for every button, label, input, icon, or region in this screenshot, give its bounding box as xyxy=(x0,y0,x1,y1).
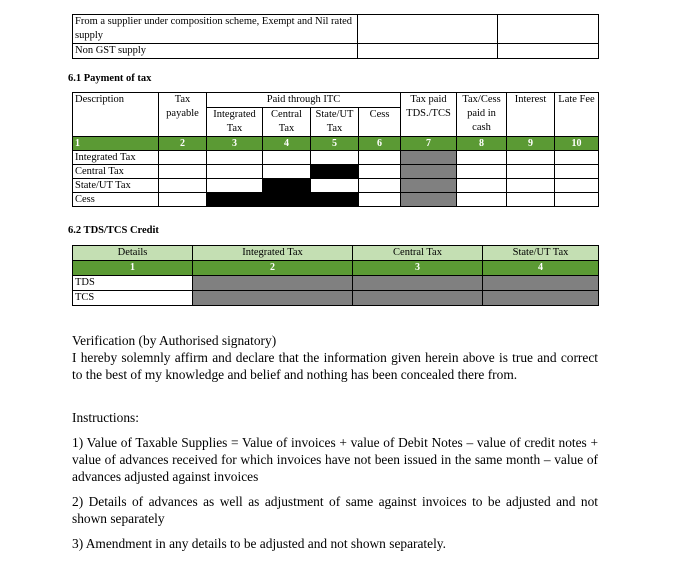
col-number: 9 xyxy=(507,137,555,151)
verification-title: Verification (by Authorised signatory) xyxy=(72,333,277,348)
value-cell[interactable] xyxy=(263,151,311,165)
value-cell[interactable] xyxy=(159,165,207,179)
value-cell[interactable] xyxy=(207,179,263,193)
blocked-cell xyxy=(207,193,263,207)
col-number: 3 xyxy=(207,137,263,151)
col-header-integrated-tax: Integrated Tax xyxy=(207,108,263,137)
value-cell[interactable] xyxy=(207,151,263,165)
instruction-item: 1) Value of Taxable Supplies = Value of invoices + value of Debit Notes – value of credit notes + value of advances received for which invoices have not been issued in the same month – value of advances adjusted against invoices xyxy=(72,435,598,484)
instruction-item: 3) Amendment in any details to be adjusted and not shown separately. xyxy=(72,536,446,551)
value-cell[interactable] xyxy=(555,179,599,193)
value-cell[interactable] xyxy=(555,165,599,179)
disabled-cell xyxy=(401,165,457,179)
row-label: TCS xyxy=(73,291,193,306)
value-cell[interactable] xyxy=(555,193,599,207)
tds-tcs-credit-table xyxy=(72,245,599,306)
value-cell[interactable] xyxy=(457,165,507,179)
disabled-cell xyxy=(401,193,457,207)
value-cell[interactable] xyxy=(263,165,311,179)
col-header-description: Description xyxy=(73,93,159,137)
section-title-payment-of-tax: 6.1 Payment of tax xyxy=(68,73,152,84)
col-number: 10 xyxy=(555,137,599,151)
row-label: Non GST supply xyxy=(73,44,358,59)
value-cell[interactable] xyxy=(311,179,359,193)
disabled-cell xyxy=(483,276,599,291)
col-header-state-ut-tax: State/UT Tax xyxy=(311,108,359,137)
row-label: State/UT Tax xyxy=(73,179,159,193)
value-cell[interactable] xyxy=(555,151,599,165)
blocked-cell xyxy=(311,165,359,179)
col-number: 4 xyxy=(263,137,311,151)
row-label: Cess xyxy=(73,193,159,207)
supply-table-continuation xyxy=(72,14,599,59)
col-header-paid-through-itc: Paid through ITC xyxy=(207,93,401,108)
col-number: 2 xyxy=(193,261,353,276)
table-row xyxy=(73,44,599,59)
value-cell[interactable] xyxy=(207,165,263,179)
value-cell[interactable] xyxy=(457,179,507,193)
col-number: 4 xyxy=(483,261,599,276)
col-header-paid-in-cash: Tax/Cess paid in cash xyxy=(457,93,507,137)
value-cell[interactable] xyxy=(507,165,555,179)
row-label: TDS xyxy=(73,276,193,291)
disabled-cell xyxy=(353,291,483,306)
value-cell[interactable] xyxy=(359,165,401,179)
value-cell[interactable] xyxy=(507,179,555,193)
col-number: 2 xyxy=(159,137,207,151)
col-number: 1 xyxy=(73,137,159,151)
payment-of-tax-table xyxy=(72,92,599,207)
value-cell[interactable] xyxy=(159,179,207,193)
col-number: 6 xyxy=(359,137,401,151)
instruction-item: 2) Details of advances as well as adjustment of same against invoices to be adjusted and not shown separately xyxy=(72,494,598,526)
row-label: Central Tax xyxy=(73,165,159,179)
col-header-late-fee: Late Fee xyxy=(555,93,599,137)
col-number: 1 xyxy=(73,261,193,276)
section-title-tds-tcs-credit: 6.2 TDS/TCS Credit xyxy=(68,225,159,236)
value-cell[interactable] xyxy=(358,44,498,59)
col-number: 8 xyxy=(457,137,507,151)
value-cell[interactable] xyxy=(457,151,507,165)
blocked-cell xyxy=(311,193,359,207)
col-number: 7 xyxy=(401,137,457,151)
table-row xyxy=(73,291,599,306)
value-cell[interactable] xyxy=(507,151,555,165)
value-cell[interactable] xyxy=(359,151,401,165)
disabled-cell xyxy=(401,151,457,165)
table-row xyxy=(73,165,599,179)
col-number: 3 xyxy=(353,261,483,276)
table-row xyxy=(73,179,599,193)
blocked-cell xyxy=(263,179,311,193)
col-header-tax-paid-tds-tcs: Tax paid TDS./TCS xyxy=(401,93,457,137)
table-row xyxy=(73,151,599,165)
row-label: From a supplier under composition scheme, Exempt and Nil rated supply xyxy=(73,15,358,44)
row-label: Integrated Tax xyxy=(73,151,159,165)
instructions-title: Instructions: xyxy=(72,410,139,425)
col-header-central-tax: Central Tax xyxy=(353,246,483,261)
col-header-interest: Interest xyxy=(507,93,555,137)
value-cell[interactable] xyxy=(359,193,401,207)
table-row xyxy=(73,193,599,207)
col-header-cess: Cess xyxy=(359,108,401,137)
column-number-row xyxy=(73,261,599,276)
disabled-cell xyxy=(193,291,353,306)
value-cell[interactable] xyxy=(498,44,599,59)
disabled-cell xyxy=(353,276,483,291)
value-cell[interactable] xyxy=(359,179,401,193)
table-row xyxy=(73,276,599,291)
value-cell[interactable] xyxy=(457,193,507,207)
header-row xyxy=(73,93,599,108)
disabled-cell xyxy=(401,179,457,193)
col-header-details: Details xyxy=(73,246,193,261)
value-cell[interactable] xyxy=(159,193,207,207)
value-cell[interactable] xyxy=(358,15,498,44)
value-cell[interactable] xyxy=(498,15,599,44)
disabled-cell xyxy=(483,291,599,306)
verification-text: I hereby solemnly affirm and declare that the information given herein above is true and correct to the best of my knowledge and belief and nothing has been concealed there from. xyxy=(72,350,598,382)
header-row xyxy=(73,246,599,261)
blocked-cell xyxy=(263,193,311,207)
col-header-tax-payable: Tax payable xyxy=(159,93,207,137)
disabled-cell xyxy=(193,276,353,291)
col-header-central-tax: Central Tax xyxy=(263,108,311,137)
value-cell[interactable] xyxy=(311,151,359,165)
table-row xyxy=(73,15,599,44)
col-header-state-ut-tax: State/UT Tax xyxy=(483,246,599,261)
value-cell[interactable] xyxy=(159,151,207,165)
column-number-row xyxy=(73,137,599,151)
col-header-integrated-tax: Integrated Tax xyxy=(193,246,353,261)
value-cell[interactable] xyxy=(507,193,555,207)
col-number: 5 xyxy=(311,137,359,151)
